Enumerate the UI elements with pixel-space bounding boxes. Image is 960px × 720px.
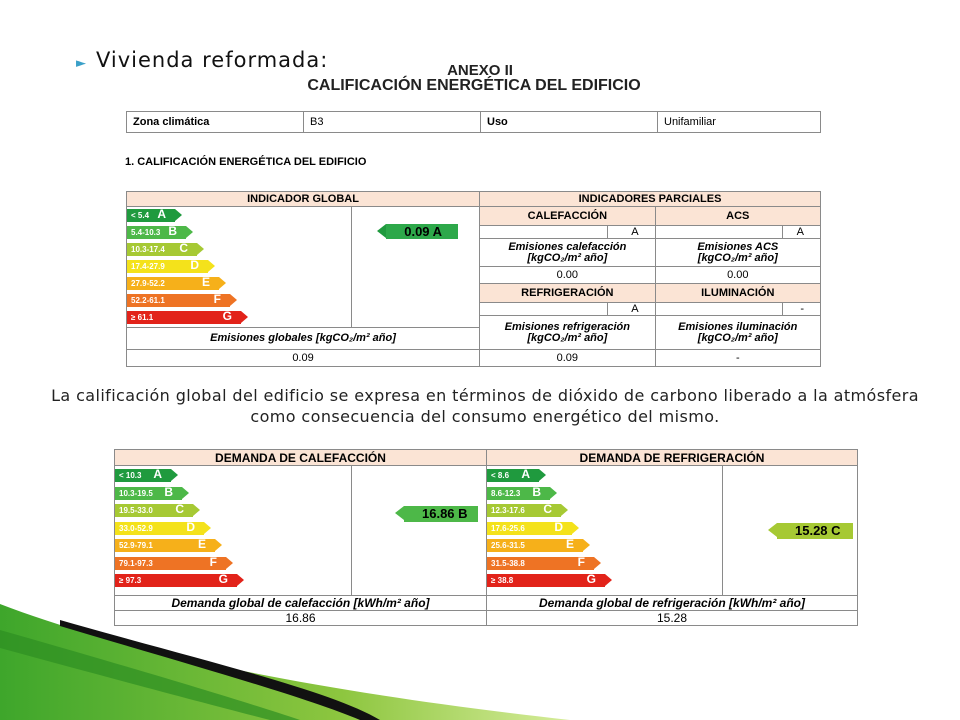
scale-bar-f bbox=[127, 294, 230, 307]
scale-letter: G bbox=[586, 572, 596, 586]
scale-range: < 8.6 bbox=[491, 471, 510, 480]
scale-range: < 10.3 bbox=[119, 471, 142, 480]
refrigeracion-header: REFRIGERACIÓN bbox=[480, 284, 656, 303]
uso-value: Unifamiliar bbox=[658, 112, 821, 133]
zona-label: Zona climática bbox=[127, 112, 304, 133]
scale-range: 17.4-27.9 bbox=[131, 262, 165, 271]
scale-range: ≥ 61.1 bbox=[131, 313, 154, 322]
scale-range: ≥ 38.8 bbox=[491, 576, 514, 585]
scale-letter: D bbox=[186, 519, 195, 534]
scale-letter: B bbox=[532, 484, 541, 499]
scale-bar-a bbox=[487, 469, 539, 482]
scale-range: 52.9-79.1 bbox=[119, 541, 153, 550]
scale-range: 10.3-19.5 bbox=[119, 488, 153, 498]
anexo-label: ANEXO II bbox=[447, 62, 513, 79]
scale-letter: D bbox=[554, 519, 563, 534]
partial-header: INDICADORES PARCIALES bbox=[480, 192, 821, 207]
scale-letter: B bbox=[168, 224, 177, 238]
scale-range: 33.0-52.9 bbox=[119, 523, 153, 533]
cal-rating-cell bbox=[352, 466, 487, 596]
description-paragraph: La calificación global del edificio se expresa en términos de dióxido de carbono liberado a la atmósfera como consecuencia del consumo energético del mismo. bbox=[51, 386, 919, 426]
demanda-refrigeracion-rating-arrow: 15.28 C bbox=[777, 523, 853, 539]
demanda-refrigeracion-header: DEMANDA DE REFRIGERACIÓN bbox=[487, 450, 858, 466]
scale-bar-d bbox=[127, 260, 208, 273]
scale-bar-a bbox=[127, 209, 175, 222]
scale-range: 5.4-10.3 bbox=[131, 228, 161, 237]
scale-letter: E bbox=[197, 537, 206, 551]
acs-value: 0.00 bbox=[655, 267, 820, 284]
scale-letter: F bbox=[209, 554, 217, 569]
scale-bar-a bbox=[115, 469, 171, 482]
iluminacion-value: - bbox=[655, 350, 820, 367]
bullet-arrow-icon: ► bbox=[76, 56, 86, 71]
scale-bar-d bbox=[487, 519, 572, 535]
scale-letter: C bbox=[179, 241, 188, 255]
scale-letter: A bbox=[153, 467, 162, 481]
global-rating-arrow: 0.09 A bbox=[386, 224, 458, 239]
cal-scale-cell bbox=[115, 466, 352, 596]
demanda-calefaccion-value: 16.86 bbox=[115, 611, 487, 626]
certificate-title: CALIFICACIÓN ENERGÉTICA DEL EDIFICIO bbox=[307, 77, 641, 94]
scale-bar-g bbox=[487, 574, 605, 587]
scale-range: 19.5-33.0 bbox=[119, 506, 153, 515]
emisiones-globales-value: 0.09 bbox=[127, 350, 480, 367]
emisiones-globales-label: Emisiones globales [kgCO₂/m² año] bbox=[127, 328, 480, 350]
scale-bar-c bbox=[127, 243, 197, 256]
scale-range: 25.6-31.5 bbox=[491, 541, 525, 550]
scale-bar-b bbox=[115, 484, 182, 500]
ref-rating-cell bbox=[723, 466, 858, 596]
scale-bar-f bbox=[115, 554, 226, 570]
scale-bar-e bbox=[127, 277, 219, 290]
ref-scale-cell bbox=[487, 466, 723, 596]
section-title: 1. CALIFICACIÓN ENERGÉTICA DEL EDIFICIO bbox=[125, 156, 367, 168]
uso-label: Uso bbox=[481, 112, 658, 133]
scale-bar-e bbox=[115, 539, 215, 552]
demanda-refrigeracion-value: 15.28 bbox=[487, 611, 858, 626]
scale-range: 10.3-17.4 bbox=[131, 245, 165, 254]
demanda-refrigeracion-global-label: Demanda global de refrigeración [kWh/m² año] bbox=[487, 596, 858, 611]
decorative-swoosh bbox=[0, 590, 570, 720]
calefaccion-rating: A bbox=[607, 226, 655, 239]
iluminacion-header: ILUMINACIÓN bbox=[655, 284, 820, 303]
demanda-calefaccion-scale bbox=[115, 469, 351, 595]
scale-letter: C bbox=[543, 502, 552, 516]
info-table bbox=[126, 111, 821, 133]
slide-heading: Vivienda reformada: bbox=[96, 48, 329, 72]
scale-bar-b bbox=[487, 484, 550, 500]
scale-bar-e bbox=[487, 539, 583, 552]
acs-rating: A bbox=[783, 226, 821, 239]
scale-bar-c bbox=[487, 504, 561, 517]
scale-range: 31.5-38.8 bbox=[491, 558, 525, 568]
refrigeracion-value: 0.09 bbox=[480, 350, 656, 367]
scale-range: 17.6-25.6 bbox=[491, 523, 525, 533]
scale-bar-g bbox=[115, 574, 237, 587]
demanda-refrigeracion-scale bbox=[487, 469, 722, 595]
emisiones-calefaccion-label: Emisiones calefacción [kgCO₂/m² año] bbox=[480, 239, 656, 267]
rating-table bbox=[126, 191, 821, 367]
global-scale bbox=[127, 209, 351, 327]
scale-bar-f bbox=[487, 554, 594, 570]
demanda-calefaccion-header: DEMANDA DE CALEFACCIÓN bbox=[115, 450, 487, 466]
scale-range: < 5.4 bbox=[131, 211, 150, 220]
acs-header: ACS bbox=[655, 207, 820, 226]
scale-bar-d bbox=[115, 519, 204, 535]
scale-range: 52.2-61.1 bbox=[131, 296, 165, 305]
scale-range: 8.6-12.3 bbox=[491, 488, 521, 498]
iluminacion-rating: - bbox=[783, 303, 821, 316]
scale-letter: F bbox=[213, 292, 221, 306]
emisiones-refrigeracion-label: Emisiones refrigeración [kgCO₂/m² año] bbox=[480, 316, 656, 350]
scale-letter: G bbox=[222, 309, 232, 323]
zona-value: B3 bbox=[304, 112, 481, 133]
scale-letter: E bbox=[565, 537, 574, 551]
demanda-calefaccion-rating-arrow: 16.86 B bbox=[404, 506, 478, 522]
scale-bar-b bbox=[127, 226, 186, 239]
global-rating-cell bbox=[352, 207, 480, 328]
refrigeracion-rating: A bbox=[607, 303, 655, 316]
demanda-calefaccion-global-label: Demanda global de calefacción [kWh/m² año] bbox=[115, 596, 487, 611]
scale-range: 12.3-17.6 bbox=[491, 506, 525, 515]
scale-letter: B bbox=[164, 484, 173, 499]
scale-range: 27.9-52.2 bbox=[131, 279, 165, 288]
global-scale-cell bbox=[127, 207, 352, 328]
scale-letter: A bbox=[521, 467, 530, 481]
global-header: INDICADOR GLOBAL bbox=[127, 192, 480, 207]
scale-letter: A bbox=[157, 207, 166, 221]
scale-bar-c bbox=[115, 504, 193, 517]
scale-letter: C bbox=[175, 502, 184, 516]
scale-letter: D bbox=[190, 258, 199, 272]
scale-range: ≥ 97.3 bbox=[119, 576, 142, 585]
scale-letter: F bbox=[577, 554, 585, 569]
scale-letter: E bbox=[201, 275, 210, 289]
emisiones-iluminacion-label: Emisiones iluminación [kgCO₂/m² año] bbox=[655, 316, 820, 350]
scale-letter: G bbox=[218, 572, 228, 586]
calefaccion-value: 0.00 bbox=[480, 267, 656, 284]
emisiones-acs-label: Emisiones ACS [kgCO₂/m² año] bbox=[655, 239, 820, 267]
scale-range: 79.1-97.3 bbox=[119, 558, 153, 568]
calefaccion-header: CALEFACCIÓN bbox=[480, 207, 656, 226]
scale-bar-g bbox=[127, 311, 241, 324]
